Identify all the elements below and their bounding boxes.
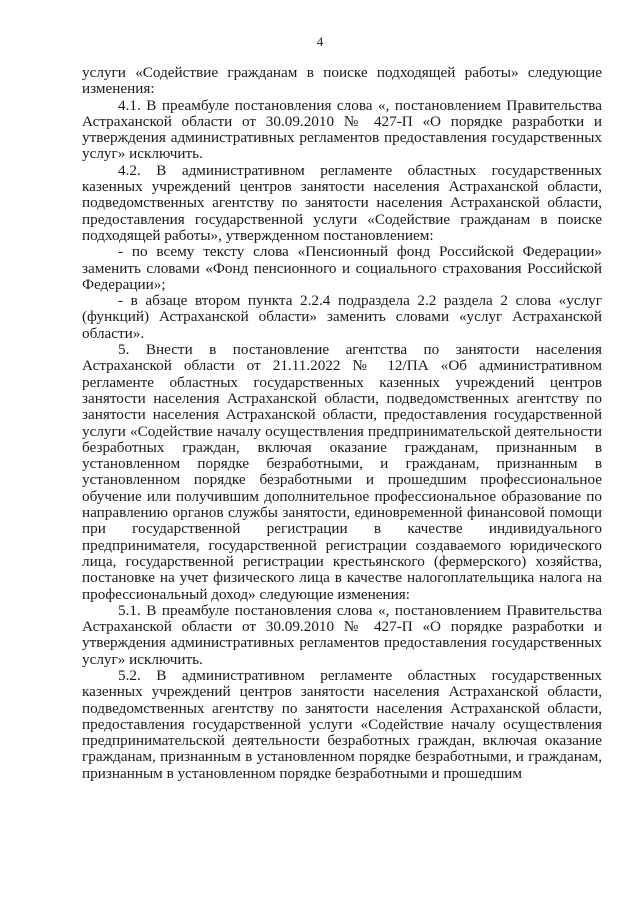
paragraph-4-2: 4.2. В административном регламенте областных государственных казенных учреждений центров занятости населения Астраханской области, подведомственных агентству по занятости населения Астраханской области, предоставления государственной услуги «Содействие гражданам в поиске подходящей работы», утвержденном постановлением: (82, 161, 602, 244)
paragraph-4-1: 4.1. В преамбуле постановления слова «, постановлением Правительства Астраханской области от 30.09.2010 № 427-П «О порядке разработки и утверждения административных регламентов предоставления государственных услуг» исключить. (82, 96, 602, 163)
paragraph-5-1: 5.1. В преамбуле постановления слова «, постановлением Правительства Астраханской области от 30.09.2010 № 427-П «О порядке разработки и утверждения административных регламентов предоставления государственных услуг» исключить. (82, 601, 602, 668)
paragraph-5: 5. Внести в постановление агентства по занятости населения Астраханской области от 21.11.2022 № 12/ПА «Об административном регламенте областных государственных казенных учреждений центров занятости населения Астраханской области, подведомственных агентству по занятости населения Астраханской области, предоставления государственной услуги «Содействие началу осуществления предпринимательской деятельности безработных граждан, включая оказание гражданам, признанным в установленном порядке безработными, и гражданам, признанным в установленном порядке безработными и прошедшим профессиональное обучение или получившим дополнительное профессиональное образование по направлению органов службы занятости, единовременной финансовой помощи при государственной регистрации в качестве индивидуального предпринимателя, государственной регистрации создаваемого юридического лица, государственной регистрации крестьянского (фермерского) хозяйства, постановке на учет физического лица в качестве налогоплательщика налога на профессиональный доход» следующие изменения: (82, 341, 602, 603)
paragraph-continuation: услуги «Содействие гражданам в поиске подходящей работы» следующие изменения: (82, 64, 602, 98)
document-body (82, 65, 602, 782)
page-number: 4 (316, 34, 324, 49)
paragraph-dash-1: - по всему тексту слова «Пенсионный фонд Российской Федерации» заменить словами «Фонд пенсионного и социального страхования Российской Федерации»; (82, 243, 602, 293)
paragraph-5-2: 5.2. В административном регламенте областных государственных казенных учреждений центров занятости населения Астраханской области, подведомственных агентству по занятости населения Астраханской области, предоставления государственной услуги «Содействие началу осуществления предпринимательской деятельности безработных граждан, включая оказание гражданам, признанным в установленном порядке безработными, и гражданам, признанным в установленном порядке безработными и прошедшим (82, 666, 602, 782)
paragraph-dash-2: - в абзаце втором пункта 2.2.4 подраздела 2.2 раздела 2 слова «услуг (функций) Астраханской области» заменить словами «услуг Астраханской области». (82, 292, 602, 342)
